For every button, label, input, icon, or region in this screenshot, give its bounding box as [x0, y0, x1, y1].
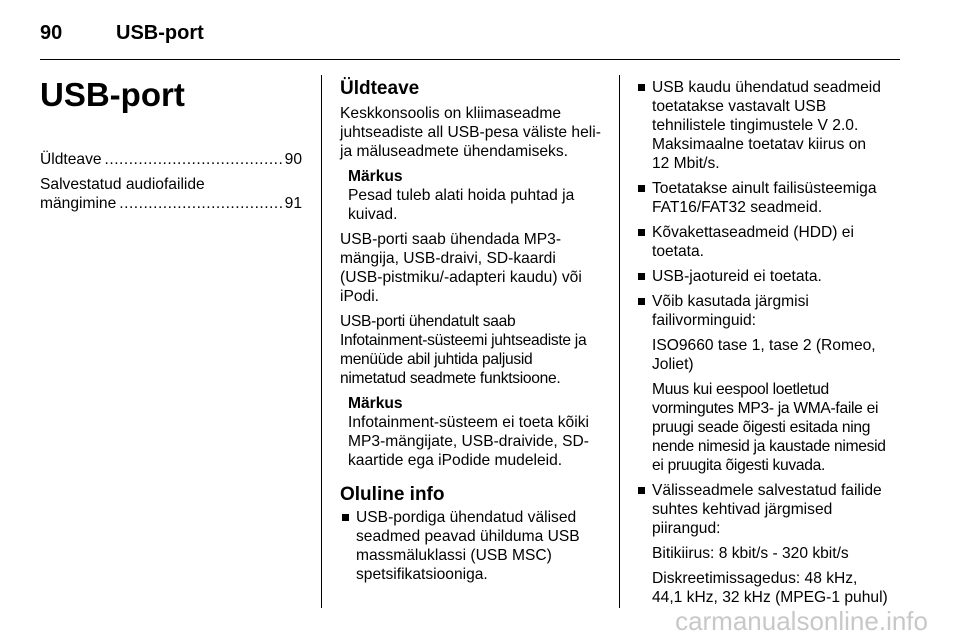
bullet-item [636, 292, 904, 330]
text-line: ei pruugita õigesti kuvada. [652, 457, 826, 474]
bullet-subparagraph [636, 569, 904, 607]
watermark-text: carmanualsonline.info [675, 606, 928, 636]
bullet-item [636, 223, 904, 261]
bullet-square-icon [638, 185, 645, 192]
text-line: Toetatakse ainult failisüsteemiga [652, 180, 877, 197]
toc-entry-page: 91 [284, 195, 302, 212]
toc-leader-dots [119, 194, 281, 213]
text-line: ISO9660 tase 1, tase 2 (Romeo, [652, 337, 876, 354]
bullet-square-icon [638, 487, 645, 494]
text-line: 44,1 kHz, 32 kHz (MPEG-1 puhul) [652, 589, 888, 606]
text-line: menüüde abil juhtida paljusid [340, 351, 533, 368]
bullet-item [636, 179, 904, 217]
bullet-text [652, 78, 904, 173]
content-column-middle [340, 78, 606, 590]
text-line: suhtes kehtivad järgmised [652, 501, 833, 518]
text-line: pruugi seade õigesti esitada ning [652, 419, 871, 436]
text-line: iPodi. [340, 288, 380, 305]
header-rule [40, 59, 900, 60]
text-line: Infotainment-süsteem ei toeta kõiki [348, 414, 589, 431]
text-line: Joliet) [652, 356, 694, 373]
toc-leader-dots [105, 150, 282, 169]
bullet-square-icon [638, 298, 645, 305]
text-line: toetata. [652, 243, 705, 260]
text-line: USB-pordiga ühendatud välised [356, 509, 577, 526]
bullet-item [636, 78, 904, 173]
text-line: Maksimaalne toetatav kiirus on [652, 136, 867, 153]
text-line: USB kaudu ühendatud seadmeid [652, 79, 881, 96]
toc-entry-uldteave[interactable] [40, 150, 302, 169]
toc-entry-label-line1: Salvestatud audiofailide [40, 176, 205, 193]
bullet-subparagraph [636, 544, 904, 563]
page-number: 90 [40, 22, 63, 44]
section-heading-uldteave: Üldteave [340, 78, 420, 99]
bullet-text [652, 267, 904, 286]
bullet-square-icon [638, 229, 645, 236]
bullet-text [356, 508, 606, 584]
text-line: Bitikiirus: 8 kbit/s - 320 kbit/s [652, 545, 849, 562]
bullet-text [652, 223, 904, 261]
text-line: Võib kasutada järgmisi [652, 293, 809, 310]
column-divider [321, 75, 322, 608]
toc-entry-page: 90 [284, 151, 302, 168]
note-box [348, 167, 606, 224]
text-line: mängija, USB-draivi, SD-kaardi [340, 250, 556, 267]
note-label: Märkus [348, 168, 403, 185]
text-line: nende nimesid ja kaustade nimesid [652, 438, 886, 455]
bullet-item [636, 267, 904, 286]
text-line: Kõvakettaseadmeid (HDD) ei [652, 224, 854, 241]
section-heading-oluline-info: Oluline info [340, 484, 445, 505]
text-line: Infotainment-süsteemi juhtseadiste ja [340, 332, 587, 349]
bullet-item [636, 481, 904, 538]
bullet-square-icon [342, 514, 349, 521]
toc-entry-label: Üldteave [40, 151, 102, 168]
text-line: massmäluklassi (USB MSC) [356, 547, 552, 564]
toc-entry-audiofailide[interactable] [40, 175, 302, 213]
bullet-subparagraph [636, 336, 904, 374]
paragraph-usb-devices [340, 230, 606, 306]
note-label: Märkus [348, 395, 403, 412]
paragraph-infotainment [340, 312, 606, 388]
bullet-square-icon [638, 84, 645, 91]
text-line: MP3-mängijate, USB-draivide, SD- [348, 433, 589, 450]
text-line: FAT16/FAT32 seadmeid. [652, 199, 823, 216]
toc-entry-label: mängimine [40, 195, 117, 212]
text-line: nimetatud seadmete funktsioone. [340, 370, 561, 387]
bullet-text [652, 179, 904, 217]
text-line: juhtseadiste all USB-pesa väliste heli- [340, 124, 601, 141]
text-line: toetatakse vastavalt USB [652, 98, 827, 115]
toc-column [40, 75, 302, 219]
text-line: tehnilistele tingimustele V 2.0. [652, 117, 859, 134]
text-line: spetsifikatsiooniga. [356, 566, 488, 583]
bullet-text [652, 481, 904, 538]
note-text [348, 186, 606, 224]
text-line: Keskkonsoolis on kliimaseadme [340, 105, 562, 122]
content-column-right [636, 78, 904, 613]
text-line: Muus kui eespool loetletud [652, 381, 829, 398]
bullet-square-icon [638, 273, 645, 280]
text-line: 12 Mbit/s. [652, 155, 720, 172]
text-line: vormingutes MP3- ja WMA-faile ei [652, 400, 879, 417]
chapter-title: USB-port [40, 76, 185, 113]
text-line: seadmed peavad ühilduma USB [356, 528, 580, 545]
text-line: Pesad tuleb alati hoida puhtad ja [348, 187, 575, 204]
text-line: failivorminguid: [652, 312, 757, 329]
intro-paragraph [340, 104, 606, 161]
note-text [348, 413, 606, 470]
text-line: ja mäluseadmete ühendamiseks. [340, 143, 568, 160]
text-line: kuivad. [348, 206, 398, 223]
bullet-item [340, 508, 606, 584]
header-section-title: USB-port [116, 22, 204, 44]
text-line: Diskreetimissagedus: 48 kHz, [652, 570, 858, 587]
text-line: USB-porti saab ühendada MP3- [340, 231, 562, 248]
bullet-text [652, 292, 904, 330]
text-line: USB-porti ühendatult saab [340, 313, 516, 330]
bullet-subparagraph [636, 380, 904, 475]
text-line: piirangud: [652, 520, 721, 537]
text-line: kaartide ega iPodide mudeleid. [348, 452, 563, 469]
text-line: Välisseadmele salvestatud failide [652, 482, 882, 499]
text-line: USB-jaotureid ei toetata. [652, 268, 822, 285]
note-box [348, 394, 606, 470]
text-line: (USB-pistmiku/-adapteri kaudu) või [340, 269, 582, 286]
column-divider [619, 75, 620, 608]
